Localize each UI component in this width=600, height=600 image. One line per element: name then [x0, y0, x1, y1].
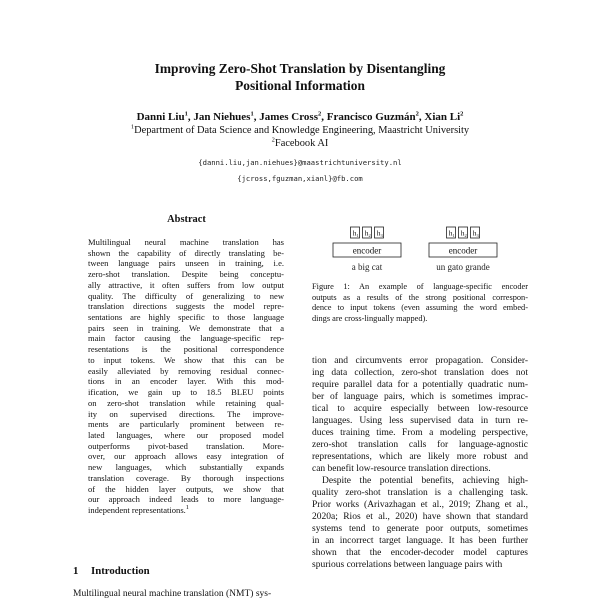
paragraph-line: systems tend to generate poor outputs, sometimes: [312, 524, 528, 534]
paragraph-line: spurious correlations between language pairs with: [312, 560, 503, 570]
affiliation-mark: 1: [130, 123, 135, 131]
author-list: [0, 111, 600, 124]
paper-title: [0, 60, 600, 94]
affiliations: [0, 124, 600, 150]
author-name: Danni Liu: [136, 111, 185, 123]
abstract-line: translation directions suggests the model repre-: [88, 301, 284, 312]
paragraph-line: shown that the encoder-decoder model captures: [312, 548, 528, 558]
paragraph-line: ber of language pairs, which is sometimes imprac-: [312, 392, 528, 402]
paragraph-line: tion and circumvents error propagation. Consider-: [312, 356, 528, 366]
abstract-line: lated languages, where our proposed model: [88, 429, 284, 440]
input-tokens: un gato grande: [436, 262, 490, 272]
abstract-line: resentations is the positional correspondence: [88, 344, 284, 355]
abstract-line: shown the capability of directly translating be-: [88, 247, 284, 258]
title-line-1: Improving Zero-Shot Translation by Disentangling: [154, 61, 446, 76]
abstract-line: tween language pairs unseen in training, i.e.: [88, 258, 284, 269]
affiliation-line: [0, 137, 600, 150]
abstract-body: [88, 237, 284, 516]
abstract-line: sentations are highly specific to those language: [88, 312, 284, 323]
abstract-line: on zero-shot translation while retaining qual-: [88, 397, 284, 408]
input-tokens: a big cat: [351, 262, 383, 272]
abstract-line: ity on supervised directions. The improve-: [88, 408, 284, 419]
paragraph-line: representations, which are likely more robust and: [312, 452, 528, 462]
paragraph-line: Despite the potential benefits, achieving high-: [322, 476, 528, 486]
author-name: Jan Niehues: [193, 111, 251, 123]
abstract-line: over, our approach allows easy integration of: [88, 451, 284, 462]
author-name: Xian Li: [424, 111, 461, 123]
paragraph-line: ing data collection, zero-shot translation does not: [312, 368, 528, 378]
hidden-state-label: $h_1$: [352, 228, 359, 238]
email-line: {danni.liu,jan.niehues}@maastrichtuniversity.nl: [198, 158, 402, 167]
author-affiliation-mark: 2: [460, 110, 464, 118]
hidden-state-label: $h_3$: [472, 228, 479, 238]
abstract-line: pairs seen in training. We demonstrate that a: [88, 322, 284, 333]
paragraph-line: tical to acquire especially between low-resource: [312, 404, 528, 414]
paragraph-line: languages. Using less supervised data in turn re-: [312, 416, 528, 426]
abstract-line: Multilingual neural machine translation has: [88, 237, 284, 247]
abstract-line: easily alleviated by removing residual connec-: [88, 365, 284, 376]
caption-line: dings are cross-lingually mapped).: [312, 313, 428, 323]
paragraph-line: in an incorrect target language. It has been further: [312, 536, 528, 546]
paragraph-line: Multilingual neural machine translation (NMT) sys-: [73, 589, 272, 599]
paragraph-line: zero-shot translation calls for language-agnostic: [312, 440, 528, 450]
hidden-state-label: $h_2$: [460, 228, 467, 238]
hidden-state-label: $h_2$: [364, 228, 371, 238]
affiliation-text: Department of Data Science and Knowledge Engineering, Maastricht University: [134, 125, 470, 136]
author-separator: ,: [253, 111, 260, 123]
abstract-line: to input tokens. We show that this can be: [88, 354, 284, 365]
right-column-body: [312, 355, 528, 571]
author-affiliation-mark: 2: [317, 110, 322, 118]
abstract-line: zero-shot translation. Despite being conceptu-: [88, 269, 284, 280]
author-affiliation-mark: 1: [184, 110, 188, 118]
paragraph-line: can benefit low-resource translation directions.: [312, 464, 491, 474]
affiliation-mark: 2: [271, 136, 275, 144]
abstract-line: tions in an encoder layer. With this mod-: [88, 376, 284, 387]
author-name: James Cross: [259, 111, 318, 123]
author-separator: ,: [418, 111, 425, 123]
author-separator: ,: [321, 111, 327, 123]
paragraph-line: Prior works (Arivazhagan et al., 2019; Zhang et al.,: [312, 500, 528, 510]
paragraph-line: duces training time. From a modeling perspective,: [312, 428, 528, 438]
caption-line: Figure 1: An example of language-specific encoder: [312, 282, 528, 291]
caption-line: outputs as a results of the strong positional correspon-: [312, 292, 528, 302]
abstract-line: ments are particularly prominent between re-: [88, 419, 284, 430]
paragraph-line: quality zero-shot translation is a challenging task.: [312, 488, 528, 498]
figure-1-diagram: [312, 226, 528, 278]
author-affiliation-mark: 1: [250, 110, 254, 118]
author-name: Francisco Guzmán: [326, 111, 416, 123]
abstract-line: quality. The difficulty of generalizing to new: [88, 290, 284, 301]
figure-left-encoder-group: [333, 227, 401, 272]
abstract-line: new languages, which substantially expands: [88, 462, 284, 473]
paragraph-line: require parallel data for a potentially quadratic num-: [312, 380, 528, 390]
author-affiliation-mark: 2: [415, 110, 419, 118]
footnote-mark: 1: [185, 504, 190, 512]
abstract-line: main factor causing the language-specific rep-: [88, 333, 284, 344]
hidden-state-label: $h_3$: [376, 228, 383, 238]
paragraph-line: 2020a; Rios et al., 2020) have shown that standard: [312, 512, 528, 522]
encoder-label: encoder: [352, 245, 382, 256]
abstract-line: of the hidden layer outputs, we show that: [88, 483, 284, 494]
abstract-line: ification, we gain up to 18.5 BLEU points: [88, 387, 284, 398]
abstract-line: our approach indeed leads to more language-: [88, 494, 284, 505]
abstract-line: outperforms pivot-based translation. More-: [88, 440, 284, 451]
affiliation-text: Facebook AI: [274, 138, 329, 149]
introduction-body: [73, 588, 300, 600]
section-heading-introduction: [73, 565, 150, 577]
abstract-line: translation coverage. By thorough inspections: [88, 472, 284, 483]
hidden-state-label: $h_1$: [448, 228, 455, 238]
abstract-line: independent representations.$^1$: [88, 504, 190, 515]
email-line: {jcross,fguzman,xianl}@fb.com: [237, 174, 363, 183]
title-line-2: Positional Information: [235, 78, 365, 93]
figure-1-caption: [312, 282, 528, 324]
affiliation-line: [0, 124, 600, 137]
author-emails: [0, 155, 600, 187]
section-title: Introduction: [91, 565, 150, 577]
abstract-line: ally attractive, it often suffers from low output: [88, 279, 284, 290]
figure-right-encoder-group: [429, 227, 497, 272]
author-separator: ,: [187, 111, 194, 123]
caption-line: dence to input tokens (even assuming the word embed-: [312, 303, 528, 313]
encoder-label: encoder: [448, 245, 478, 256]
section-number: 1: [73, 565, 79, 577]
abstract-heading: Abstract: [167, 214, 206, 225]
